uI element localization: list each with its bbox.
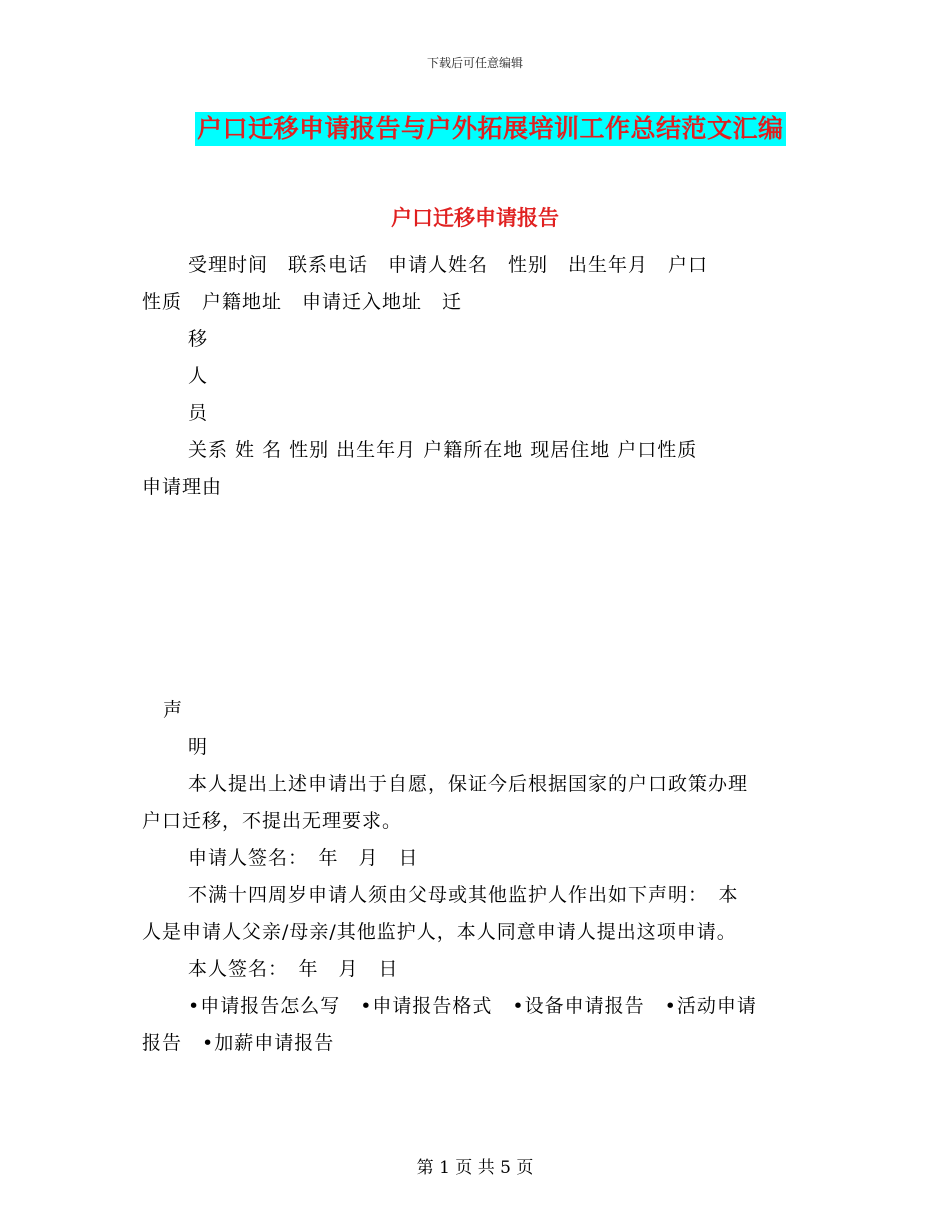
related-links-line-2[interactable]: 报告 •加薪申请报告 — [142, 1032, 335, 1054]
header-note: 下载后可任意编辑 — [426, 56, 523, 70]
related-links-line-1[interactable]: •申请报告怎么写 •申请报告格式 •设备申请报告 •活动申请 — [188, 995, 757, 1017]
declaration-line-1: 本人提出上述申请出于自愿，保证今后根据国家的户口政策办理 — [188, 773, 749, 795]
statement-char-2: 明 — [188, 736, 209, 758]
statement-char-1: 声 — [163, 699, 184, 721]
vertical-label-char-3: 员 — [188, 402, 209, 424]
self-signature: 本人签名： 年 月 日 — [188, 958, 399, 980]
form-fields-line-1: 受理时间 联系电话 申请人姓名 性别 出生年月 户口 — [188, 254, 709, 276]
section-title: 户口迁移申请报告 — [391, 205, 559, 230]
applicant-signature: 申请人签名： 年 月 日 — [188, 847, 419, 869]
reason-label: 申请理由 — [142, 476, 223, 498]
document-title: 户口迁移申请报告与户外拓展培训工作总结范文汇编 — [195, 112, 786, 146]
vertical-label-char-1: 移 — [188, 328, 209, 350]
guardian-statement-line-2: 人是申请人父亲/母亲/其他监护人，本人同意申请人提出这项申请。 — [142, 921, 737, 943]
vertical-label-char-2: 人 — [188, 365, 209, 387]
declaration-line-2: 户口迁移，不提出无理要求。 — [142, 810, 403, 832]
page-number-footer: 第 1 页 共 5 页 — [416, 1158, 534, 1178]
form-fields-line-2: 性质 户籍地址 申请迁入地址 迁 — [142, 291, 463, 313]
guardian-statement-line-1: 不满十四周岁申请人须由父母或其他监护人作出如下声明： 本 — [188, 884, 739, 906]
relation-columns: 关系 姓 名 性别 出生年月 户籍所在地 现居住地 户口性质 — [188, 439, 698, 461]
